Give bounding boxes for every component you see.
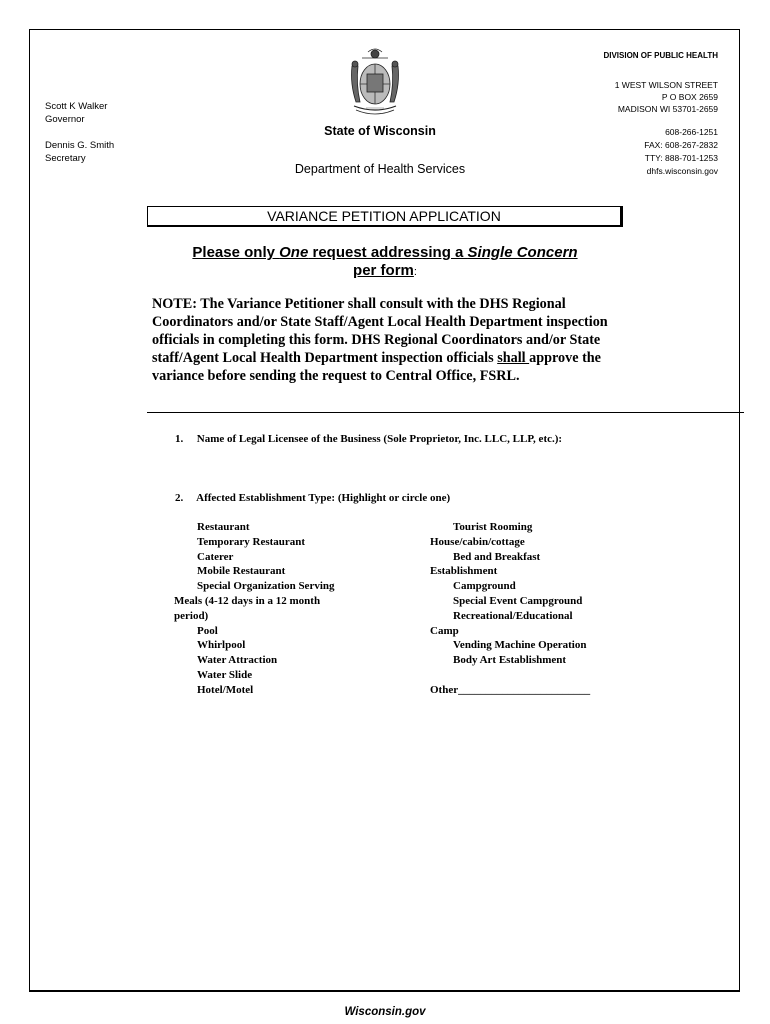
establishment-option[interactable]: Restaurant	[197, 521, 250, 533]
establishment-option[interactable]	[430, 668, 590, 683]
note-paragraph	[152, 295, 632, 385]
question-number: 2.	[175, 492, 184, 504]
note-emphasis: shall	[497, 350, 530, 366]
instruction-heading-line2	[140, 262, 630, 281]
section-divider	[147, 412, 744, 413]
establishment-options-right	[430, 520, 590, 698]
secretary-name: Dennis G. Smith	[45, 140, 115, 151]
phone-number: 608-266-1251	[665, 127, 718, 137]
contact-info	[644, 126, 718, 178]
department-name: Department of Health Services	[294, 162, 466, 176]
establishment-option[interactable]: Campground	[453, 580, 516, 593]
establishment-option[interactable]: Pool	[197, 624, 218, 637]
establishment-option[interactable]: Meals (4-12 days in a 12 month	[174, 594, 321, 607]
governor-title: Governor	[45, 114, 85, 125]
establishment-option[interactable]: Water Slide	[197, 668, 253, 681]
establishment-option[interactable]: Recreational/Educational	[453, 609, 573, 622]
address-line: 1 WEST WILSON STREET	[614, 80, 718, 90]
establishment-option[interactable]: Caterer	[197, 550, 234, 563]
establishment-option[interactable]: Special Event Campground	[453, 594, 583, 607]
instruction-heading-line1	[140, 244, 630, 261]
note-text: approve the variance before sending the request to Central Office, FSRL.	[152, 350, 601, 384]
establishment-option[interactable]: Water Attraction	[197, 654, 278, 667]
establishment-option[interactable]: Other________________________	[430, 683, 591, 696]
website-link[interactable]: dhfs.wisconsin.gov	[646, 166, 718, 176]
establishment-option[interactable]: Temporary Restaurant	[197, 535, 306, 548]
establishment-option[interactable]: Hotel/Motel	[197, 683, 254, 696]
instruction-emphasis: Single Concern	[467, 244, 578, 261]
establishment-option[interactable]: Tourist Rooming	[453, 521, 533, 533]
establishment-option[interactable]: Special Organization Serving	[197, 580, 335, 593]
address-line: MADISON WI 53701-2659	[617, 104, 718, 114]
establishment-option[interactable]: Mobile Restaurant	[197, 565, 286, 578]
division-name: DIVISION OF PUBLIC HEALTH	[603, 51, 718, 60]
establishment-option[interactable]: period)	[174, 609, 209, 622]
footer-website[interactable]: Wisconsin.gov	[344, 1006, 426, 1018]
form-title: VARIANCE PETITION APPLICATION	[147, 206, 623, 227]
establishment-option[interactable]: Vending Machine Operation	[453, 639, 587, 652]
secretary-title: Secretary	[45, 153, 86, 164]
secretary-block	[45, 139, 114, 165]
establishment-option[interactable]: Establishment	[430, 565, 498, 578]
instruction-text: Please only	[192, 244, 280, 261]
establishment-option[interactable]: Body Art Establishment	[453, 654, 567, 667]
question-text: Name of Legal Licensee of the Business (Sole Proprietor, Inc. LLC, LLP, etc.):	[196, 433, 563, 445]
establishment-options-left	[174, 520, 335, 698]
address-line: P O BOX 2659	[661, 92, 718, 102]
question-number: 1.	[175, 433, 184, 445]
fax-number: FAX: 608-267-2832	[644, 140, 718, 150]
question-text: Affected Establishment Type: (Highlight or circle one)	[196, 492, 451, 504]
establishment-option[interactable]: Bed and Breakfast	[453, 550, 541, 563]
state-seal-icon	[346, 44, 404, 120]
instruction-text: request addressing a	[308, 244, 468, 261]
establishment-option[interactable]: Camp	[430, 624, 459, 637]
note-text: NOTE: The Variance Petitioner shall consult with the DHS Regional Coordinators and/or State Staff/Agent Local Health Department inspection officials in completing this form. DHS Regional Coordinators and/or State staff/Agent Local Health Department inspection officials	[152, 296, 608, 366]
governor-name: Scott K Walker	[45, 101, 108, 112]
governor-block	[45, 100, 107, 126]
tty-number: TTY: 888-701-1253	[644, 153, 718, 163]
instruction-colon: :	[413, 266, 417, 278]
question-2	[175, 491, 450, 505]
question-1	[175, 432, 562, 446]
instruction-emphasis: One	[279, 244, 309, 261]
establishment-option[interactable]: House/cabin/cottage	[430, 535, 525, 548]
mailing-address	[615, 79, 718, 115]
instruction-text: per form	[353, 262, 414, 279]
state-name: State of Wisconsin	[324, 124, 436, 138]
establishment-option[interactable]: Whirlpool	[197, 639, 246, 652]
